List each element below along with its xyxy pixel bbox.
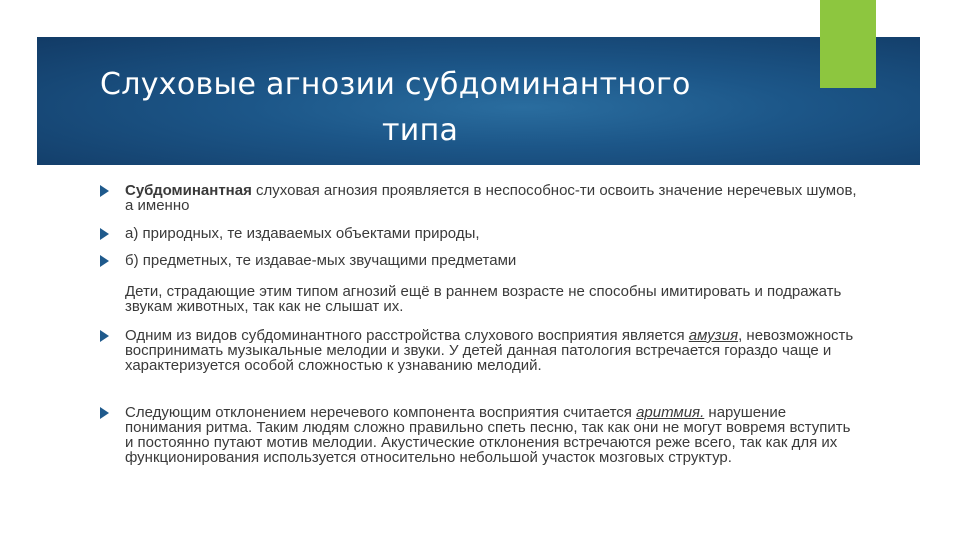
item-text: слуховая агнозия проявляется в неспособнос-ти освоить значение неречевых шумов, а именно [125, 182, 857, 214]
triangle-bullet-icon [100, 330, 109, 342]
item-text: Одним из видов субдоминантного расстройства слухового восприятия является [125, 327, 689, 344]
item-text: нарушение понимания ритма. Таким людям сложно правильно спеть песню, так как они не могут вовремя вступить и постоянно путают мотив мелодии. Акустические отклонения встречаются реже всего, так как для их функционирования используется относительно небольшой участок мозговых структур. [125, 404, 851, 466]
bullet-text-5 [125, 405, 860, 465]
bullet-text-2: а) природных, те издаваемых объектами природы, [125, 225, 480, 242]
bullet-text-1 [125, 183, 860, 213]
title-line-1: Слуховые агнозии субдоминантного [100, 67, 691, 102]
bold-term: Субдоминантная [125, 182, 252, 199]
triangle-bullet-icon [100, 407, 109, 419]
triangle-bullet-icon [100, 255, 109, 267]
item-text: , невозможность воспринимать музыкальные мелодии и звуки. У детей данная патология встречается гораздо чаще и характеризуется особой сложностью к узнаванию мелодий. [125, 327, 854, 374]
triangle-bullet-icon [100, 228, 109, 240]
title-line-2: типа [382, 113, 459, 148]
green-accent-bar [820, 0, 876, 88]
triangle-bullet-icon [100, 185, 109, 197]
bullet-text-3: б) предметных, те издавае-мых звучащими предметами [125, 252, 517, 269]
item-text: Следующим отклонением неречевого компонента восприятия считается [125, 404, 637, 421]
term-amusia: амузия [688, 327, 739, 344]
slide-title [100, 62, 800, 154]
term-arrhythmia: аритмия. [636, 404, 705, 421]
bullet-text-4 [125, 328, 860, 373]
paragraph-text: Дети, страдающие этим типом агнозий ещё в раннем возрасте не способны имитировать и подражать звукам животных, так как не слышат их. [125, 283, 842, 315]
